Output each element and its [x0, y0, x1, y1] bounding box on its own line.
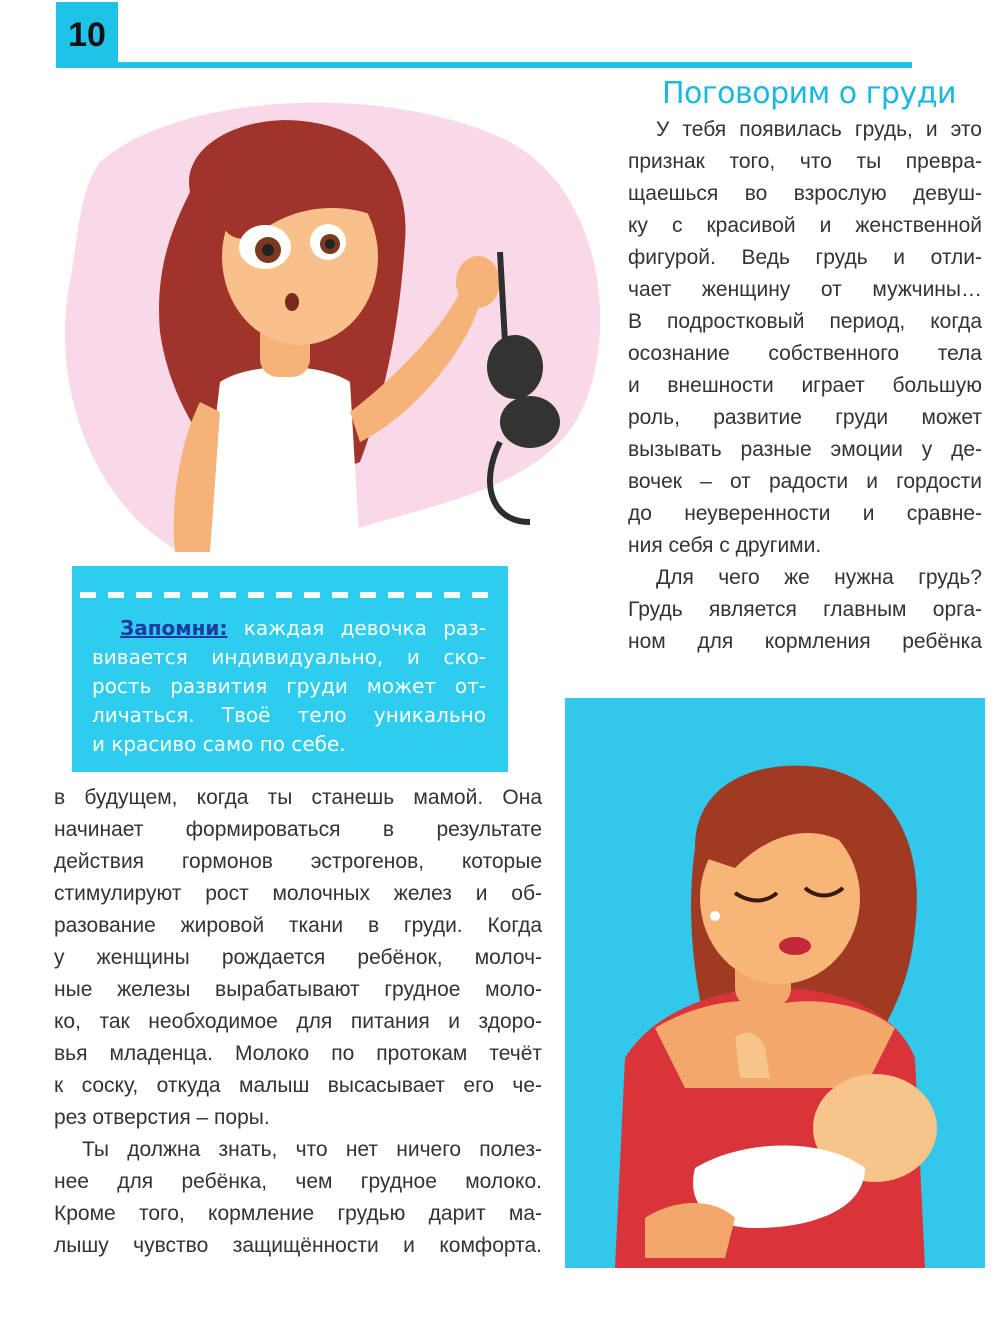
- text-line: начинает формироваться в результате: [54, 818, 542, 841]
- text-line: щаешься во взрослую девуш-: [628, 182, 982, 205]
- text-line: вочек – от радости и гордости: [628, 470, 982, 493]
- text-line: фигурой. Ведь грудь и отли-: [628, 246, 982, 269]
- text-line: ном для кормления ребёнка: [628, 630, 982, 653]
- remember-label: Запомни:: [120, 616, 228, 640]
- text-line: роль, развитие груди может: [628, 406, 982, 429]
- text-line: до неуверенности и сравне-: [628, 502, 982, 525]
- girl-with-bra-illustration: [60, 82, 600, 552]
- remember-line: и красиво само по себе.: [92, 732, 346, 756]
- text-line: Кроме того, кормление грудью дарит ма-: [54, 1202, 542, 1225]
- text-line: признак того, что ты превра-: [628, 150, 982, 173]
- text-line: вья младенца. Молоко по протокам течёт: [54, 1042, 542, 1065]
- text-line: рез отверстия – поры.: [54, 1106, 270, 1129]
- remember-line: каждая девочка раз-: [243, 616, 487, 640]
- text-line: ные железы вырабатывают грудное моло-: [54, 978, 542, 1001]
- text-line: нее для ребёнка, чем грудное молоко.: [54, 1170, 542, 1193]
- remember-box: [72, 566, 508, 772]
- breastfeeding-mother-illustration: [565, 698, 985, 1268]
- text-line: к соску, откуда малыш высасывает его че-: [54, 1074, 542, 1097]
- text-line: Ты должна знать, что нет ничего полез-: [82, 1138, 542, 1161]
- bottom-text-column: [54, 782, 542, 1262]
- text-line: осознание собственного тела: [628, 342, 982, 365]
- remember-line: вивается индивидуально, и ско-: [92, 645, 486, 669]
- text-line: У тебя появилась грудь, и это: [656, 118, 982, 141]
- text-line: и внешности играет большую: [628, 374, 982, 397]
- text-line: стимулируют рост молочных желез и об-: [54, 882, 542, 905]
- right-text-column: [628, 114, 982, 658]
- text-line: лышу чувство защищённости и комфорта.: [54, 1234, 542, 1257]
- dashed-divider: [80, 592, 500, 598]
- text-line: Для чего же нужна грудь?: [656, 566, 982, 589]
- text-line: ко, так необходимое для питания и здоро-: [54, 1010, 542, 1033]
- remember-line: рость развития груди может от-: [92, 674, 486, 698]
- text-line: ния себя с другими.: [628, 534, 822, 557]
- page-number: 10: [56, 2, 118, 68]
- text-line: разование жировой ткани в груди. Когда: [54, 914, 542, 937]
- page-title: Поговорим о груди: [662, 76, 956, 111]
- remember-line: личаться. Твоё тело уникально: [92, 703, 486, 727]
- text-line: у женщины рождается ребёнок, молоч-: [54, 946, 542, 969]
- text-line: Грудь является главным орга-: [628, 598, 982, 621]
- header-rule: [56, 62, 912, 68]
- text-line: В подростковый период, когда: [628, 310, 982, 333]
- text-line: вызывать разные эмоции у де-: [628, 438, 982, 461]
- text-line: действия гормонов эстрогенов, которые: [54, 850, 542, 873]
- remember-text: [92, 614, 486, 759]
- text-line: в будущем, когда ты станешь мамой. Она: [54, 786, 542, 809]
- text-line: чает женщину от мужчины…: [628, 278, 982, 301]
- text-line: ку с красивой и женственной: [628, 214, 982, 237]
